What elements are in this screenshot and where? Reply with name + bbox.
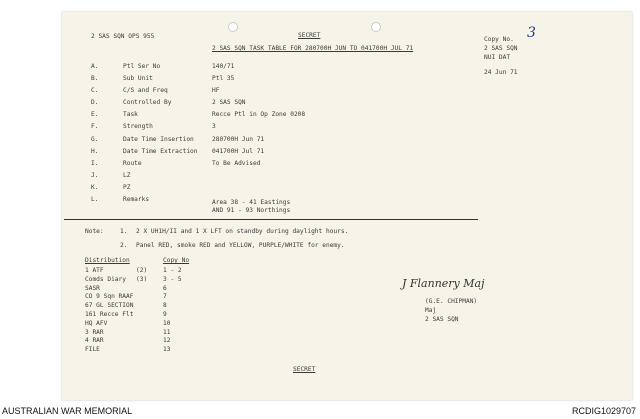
distribution-addressee: 3 RAR (85, 328, 104, 336)
row-label: Remarks (123, 196, 150, 203)
row-label: PZ (123, 184, 131, 191)
distribution-count: (3) (136, 275, 148, 283)
distribution-addressee: SASR (85, 284, 100, 292)
distribution-addressee: FILE (85, 346, 100, 354)
distribution-addressee: 4 RAR (85, 337, 104, 345)
row-letter: F. (91, 123, 99, 130)
row-label: Date Time Extraction (123, 148, 198, 155)
classification-bottom: SECRET (293, 366, 316, 373)
notes-label: Note: (85, 228, 104, 235)
row-letter: K. (91, 184, 99, 191)
distribution-copies: 11 (163, 328, 171, 336)
row-label: Strength (123, 123, 153, 130)
issue-date: 24 Jun 71 (484, 69, 518, 76)
document-reference: 2 SAS SQN OPS 955 (91, 33, 155, 40)
distribution-copies: 3 - 5 (163, 275, 182, 283)
copy-number-heading: Copy No (163, 257, 190, 264)
row-value: 280700H Jun 71 (212, 136, 265, 143)
row-label: Sub Unit (123, 75, 153, 82)
distribution-count: (2) (136, 267, 148, 274)
distribution-copies: 10 (163, 319, 171, 327)
location: NUI DAT (484, 54, 511, 61)
row-letter: C. (91, 87, 99, 94)
copy-label: Copy No. (484, 36, 514, 43)
distribution-addressee: 161 Recce Flt (85, 311, 134, 318)
row-value: HF (212, 87, 220, 94)
section-divider (64, 219, 478, 220)
distribution-addressee: 1 ATF (85, 267, 104, 274)
row-label: Controlled By (123, 99, 172, 106)
copy-number-handwritten: 3 (527, 25, 536, 41)
signatory-unit: 2 SAS SQN (425, 316, 459, 323)
row-letter: E. (91, 111, 99, 118)
row-value: 2 SAS SQN (212, 99, 246, 106)
distribution-addressee: Comds Diary (85, 275, 126, 283)
distribution-heading: Distribution (85, 257, 130, 264)
row-label: LZ (123, 172, 131, 179)
remarks-line: AND 91 - 93 Northings (212, 207, 291, 214)
handwritten-signature: J Flannery Maj (402, 277, 485, 290)
archive-id: RCDIG1029707 (571, 406, 636, 416)
row-label: Date Time Insertion (123, 136, 194, 143)
row-label: Task (123, 111, 138, 118)
row-letter: L. (91, 196, 99, 203)
distribution-copies: 8 (163, 302, 167, 310)
row-value: 041700H Jul 71 (212, 148, 265, 155)
distribution-addressee: HQ AFV (85, 319, 108, 327)
note-number: 1. (120, 228, 128, 235)
row-value: Recce Ptl in Op Zone 0208 (212, 111, 306, 118)
distribution-addressee: CO 9 Sqn RAAF (85, 293, 134, 301)
row-letter: H. (91, 148, 99, 155)
row-value: To Be Advised (212, 160, 261, 167)
archive-credit: AUSTRALIAN WAR MEMORIAL (2, 406, 133, 416)
row-letter: B. (91, 75, 99, 82)
row-label: Route (123, 160, 142, 167)
row-label: C/S and Freq (123, 87, 168, 94)
note-text: Panel RED, smoke RED and YELLOW, PURPLE/WHITE for enemy. (136, 242, 345, 249)
punch-hole (371, 22, 381, 32)
note-text: 2 X UH1H/II and 1 X LFT on standby during daylight hours. (136, 228, 349, 235)
row-value: Ptl 35 (212, 75, 235, 82)
note-number: 2. (120, 242, 128, 249)
punch-hole (228, 22, 238, 32)
row-letter: D. (91, 99, 99, 106)
signatory-name: (G.E. CHIPMAN) (425, 298, 478, 305)
distribution-copies: 13 (163, 346, 171, 354)
signatory-rank: Maj (425, 307, 437, 314)
row-value: 3 (212, 123, 216, 130)
remarks-line: Area 38 - 41 Eastings (212, 199, 291, 206)
distribution-copies: 7 (163, 293, 167, 301)
document-title: 2 SAS SQN TASK TABLE FOR 280700H JUN TO 041700H JUL 71 (212, 45, 414, 52)
distribution-copies: 6 (163, 284, 167, 292)
distribution-copies: 1 - 2 (163, 267, 182, 274)
row-letter: G. (91, 136, 99, 143)
distribution-copies: 9 (163, 311, 167, 318)
row-letter: J. (91, 172, 99, 179)
distribution-copies: 12 (163, 337, 171, 345)
row-value: 140/71 (212, 63, 235, 70)
classification-top: SECRET (298, 32, 321, 39)
row-letter: I. (91, 160, 99, 167)
issuing-unit: 2 SAS SQN (484, 45, 518, 52)
row-label: Ptl Ser No (123, 63, 161, 70)
row-letter: A. (91, 63, 99, 70)
distribution-addressee: 67 GL SECTION (85, 302, 134, 310)
